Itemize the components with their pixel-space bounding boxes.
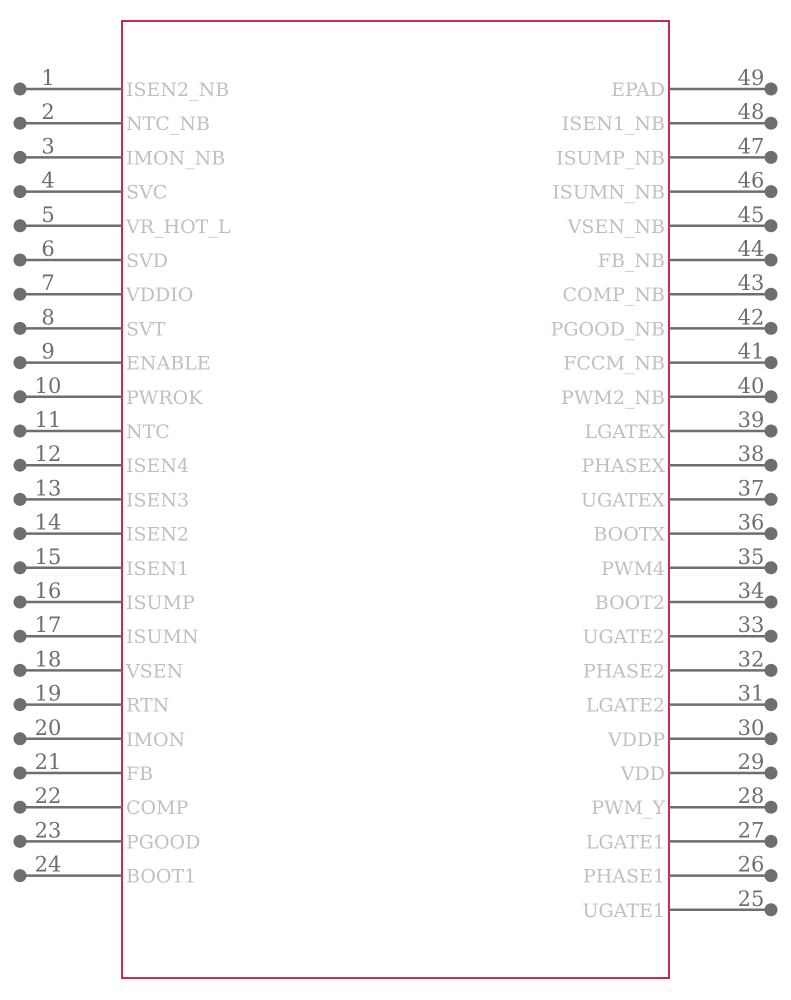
- pin-name: LGATE2: [585, 694, 665, 717]
- pin-name: FB_NB: [597, 250, 665, 272]
- pin-connection-dot: [14, 219, 27, 232]
- pin-33: [582, 613, 777, 648]
- pin-name: PWM_Y: [591, 797, 665, 820]
- pin-number: 11: [34, 408, 62, 432]
- pin-name: ISEN1: [126, 557, 190, 580]
- pin-connection-dot: [765, 664, 778, 677]
- pin-number: 6: [41, 237, 55, 261]
- pin-name: VDDIO: [126, 284, 194, 307]
- pin-connection-dot: [14, 459, 27, 472]
- pin-connection-dot: [14, 288, 27, 301]
- pin-name: NTC: [126, 421, 170, 443]
- pin-21: [14, 750, 154, 785]
- pin-number: 28: [737, 784, 765, 809]
- pin-connection-dot: [765, 288, 778, 301]
- pin-name: UGATE2: [582, 626, 665, 649]
- pin-number: 47: [737, 134, 765, 159]
- pin-number: 14: [34, 510, 62, 535]
- pin-name: PHASEX: [581, 455, 665, 478]
- pin-connection-dot: [14, 835, 27, 848]
- pin-name: LGATE1: [585, 831, 665, 854]
- pin-number: 17: [34, 613, 62, 638]
- pin-44: [598, 237, 778, 272]
- pin-7: [14, 271, 194, 306]
- pin-name: ISEN3: [126, 489, 190, 512]
- pin-name: ISUMP_NB: [556, 147, 665, 170]
- pin-connection-dot: [14, 83, 27, 96]
- pin-number: 8: [41, 305, 55, 330]
- pin-number: 37: [737, 476, 765, 501]
- pin-connection-dot: [14, 664, 27, 677]
- pin-38: [582, 442, 778, 477]
- pin-name: COMP_NB: [562, 284, 665, 307]
- right-pin-group: [551, 66, 778, 922]
- pin-6: [14, 237, 168, 272]
- pin-name: NTC_NB: [126, 113, 210, 136]
- pin-number: 32: [737, 647, 765, 672]
- pin-name: ISUMN: [126, 626, 199, 649]
- pin-15: [14, 545, 190, 580]
- pin-name: BOOT1: [126, 865, 197, 888]
- pin-name: UGATE1: [582, 899, 665, 922]
- pin-43: [563, 271, 778, 306]
- pin-connection-dot: [765, 459, 778, 472]
- pin-20: [14, 716, 186, 751]
- pin-number: 35: [737, 544, 765, 569]
- pin-name: BOOT2: [594, 592, 665, 614]
- pin-connection-dot: [765, 83, 778, 96]
- pin-name: PHASE2: [582, 660, 665, 683]
- pin-connection-dot: [765, 493, 778, 506]
- pin-39: [584, 408, 777, 443]
- pin-connection-dot: [14, 151, 27, 164]
- pin-number: 45: [737, 202, 765, 227]
- pin-name: SVD: [126, 250, 168, 272]
- pin-connection-dot: [765, 117, 778, 130]
- pin-number: 25: [737, 886, 765, 911]
- pin-number: 9: [41, 339, 55, 364]
- pin-4: [14, 169, 168, 204]
- pin-number: 33: [737, 613, 765, 638]
- pin-25: [582, 887, 777, 922]
- pin-name: COMP: [126, 797, 189, 820]
- pin-connection-dot: [765, 767, 778, 780]
- pin-name: PGOOD: [126, 831, 201, 854]
- pin-name: BOOTX: [593, 523, 665, 546]
- pin-3: [14, 134, 226, 169]
- pin-number: 27: [737, 818, 765, 843]
- pin-name: PGOOD_NB: [550, 318, 665, 341]
- pin-name: ISUMN_NB: [552, 181, 665, 204]
- pin-name: LGATEX: [584, 421, 665, 443]
- pin-name: ISEN4: [126, 455, 190, 478]
- pin-connection-dot: [14, 698, 27, 711]
- pin-connection-dot: [14, 630, 27, 643]
- pin-number: 16: [34, 579, 62, 603]
- pin-19: [14, 682, 170, 717]
- pin-connection-dot: [14, 425, 27, 438]
- pin-number: 23: [34, 818, 62, 843]
- pin-name: PWROK: [126, 386, 203, 409]
- pin-35: [601, 545, 777, 580]
- pin-32: [583, 647, 778, 682]
- pin-number: 4: [41, 168, 55, 193]
- pin-connection-dot: [765, 322, 778, 335]
- pin-name: PHASE1: [582, 865, 665, 888]
- pin-31: [586, 682, 778, 717]
- pin-connection-dot: [14, 254, 27, 267]
- pin-13: [14, 476, 190, 511]
- pin-connection-dot: [14, 322, 27, 335]
- pin-connection-dot: [765, 425, 778, 438]
- pin-number: 36: [737, 510, 765, 535]
- pin-2: [14, 100, 210, 135]
- pin-name: VDD: [620, 763, 665, 785]
- pin-37: [581, 476, 777, 511]
- pin-number: 13: [34, 476, 62, 501]
- pin-number: 38: [737, 442, 765, 467]
- pin-number: 19: [34, 681, 62, 706]
- pin-8: [14, 305, 166, 340]
- pin-number: 42: [737, 305, 765, 330]
- pin-number: 10: [34, 373, 62, 398]
- pin-name: PWM4: [601, 557, 665, 580]
- pin-number: 12: [34, 442, 62, 467]
- pin-name: UGATEX: [581, 489, 665, 512]
- pin-number: 44: [737, 237, 765, 261]
- pin-connection-dot: [14, 117, 27, 130]
- pin-connection-dot: [14, 801, 27, 814]
- pin-number: 40: [737, 373, 765, 398]
- pin-41: [563, 340, 777, 375]
- pin-number: 22: [34, 784, 62, 809]
- pin-connection-dot: [765, 596, 778, 609]
- pin-connection-dot: [14, 493, 27, 506]
- pin-connection-dot: [765, 390, 778, 403]
- pin-number: 34: [737, 579, 765, 603]
- pin-24: [14, 853, 197, 888]
- pin-number: 21: [34, 750, 62, 774]
- pin-connection-dot: [765, 835, 778, 848]
- pin-17: [14, 613, 199, 648]
- pin-number: 48: [737, 100, 765, 125]
- pin-connection-dot: [765, 561, 778, 574]
- pin-number: 3: [41, 134, 55, 159]
- pin-number: 7: [41, 271, 55, 296]
- pin-name: EPAD: [611, 79, 665, 101]
- pin-name: PWM2_NB: [561, 386, 665, 409]
- pin-34: [595, 579, 778, 614]
- pin-10: [14, 374, 204, 409]
- pin-30: [607, 716, 777, 751]
- pin-name: ISUMP: [126, 592, 195, 614]
- pin-name: SVC: [126, 181, 168, 204]
- pin-12: [14, 442, 190, 477]
- pin-28: [591, 784, 777, 819]
- pin-connection-dot: [14, 185, 27, 198]
- pin-number: 30: [737, 715, 765, 740]
- pin-9: [14, 340, 211, 375]
- pin-connection-dot: [765, 151, 778, 164]
- pin-name: IMON: [126, 728, 186, 751]
- pin-number: 26: [737, 852, 765, 877]
- pin-18: [14, 647, 184, 682]
- pin-connection-dot: [765, 630, 778, 643]
- pin-number: 29: [737, 750, 765, 774]
- pin-16: [14, 579, 195, 614]
- pin-number: 31: [737, 681, 765, 706]
- pin-connection-dot: [14, 596, 27, 609]
- pin-36: [593, 511, 777, 546]
- pin-29: [620, 750, 778, 785]
- pin-name: IMON_NB: [126, 147, 226, 170]
- pin-connection-dot: [14, 869, 27, 882]
- pin-14: [14, 511, 190, 546]
- pin-connection-dot: [765, 698, 778, 711]
- pin-49: [611, 66, 777, 101]
- pin-name: RTN: [126, 694, 170, 717]
- pin-name: ISEN2_NB: [126, 79, 230, 101]
- pin-connection-dot: [14, 732, 27, 745]
- pin-name: FB: [126, 763, 154, 785]
- pin-number: 1: [41, 66, 55, 90]
- pin-connection-dot: [765, 732, 778, 745]
- pin-27: [586, 818, 778, 853]
- pin-23: [14, 818, 201, 853]
- pin-45: [567, 203, 778, 238]
- pin-22: [14, 784, 189, 819]
- pin-connection-dot: [14, 767, 27, 780]
- pin-name: VR_HOT_L: [126, 215, 231, 238]
- pin-number: 5: [41, 202, 55, 227]
- pin-number: 20: [34, 715, 62, 740]
- pin-connection-dot: [765, 356, 778, 369]
- pin-name: VDDP: [608, 728, 665, 751]
- pin-number: 46: [737, 168, 765, 193]
- pin-connection-dot: [765, 801, 778, 814]
- pin-connection-dot: [765, 869, 778, 882]
- pin-name: SVT: [126, 318, 166, 341]
- pin-name: VSEN_NB: [567, 215, 665, 238]
- pin-number: 2: [41, 100, 55, 125]
- pin-connection-dot: [14, 561, 27, 574]
- pin-number: 43: [737, 271, 765, 296]
- pin-connection-dot: [14, 356, 27, 369]
- pin-number: 15: [34, 544, 62, 569]
- pin-connection-dot: [765, 903, 778, 916]
- pin-name: ISEN1_NB: [561, 113, 665, 136]
- pin-number: 39: [737, 408, 765, 432]
- pin-46: [552, 169, 777, 204]
- pin-name: FCCM_NB: [563, 352, 665, 375]
- pin-number: 24: [34, 852, 62, 877]
- pin-name: ISEN2: [126, 523, 190, 546]
- pin-name: ENABLE: [126, 352, 211, 375]
- pin-connection-dot: [765, 527, 778, 540]
- pin-connection-dot: [765, 185, 778, 198]
- pin-connection-dot: [765, 219, 778, 232]
- pin-connection-dot: [14, 390, 27, 403]
- pin-26: [583, 853, 778, 888]
- pin-number: 41: [737, 339, 765, 364]
- pin-number: 49: [737, 66, 765, 90]
- pin-name: VSEN: [126, 660, 184, 683]
- pin-number: 18: [34, 647, 62, 672]
- pin-47: [556, 134, 777, 169]
- pin-connection-dot: [765, 254, 778, 267]
- pin-11: [14, 408, 170, 443]
- pin-42: [551, 305, 778, 340]
- pin-connection-dot: [14, 527, 27, 540]
